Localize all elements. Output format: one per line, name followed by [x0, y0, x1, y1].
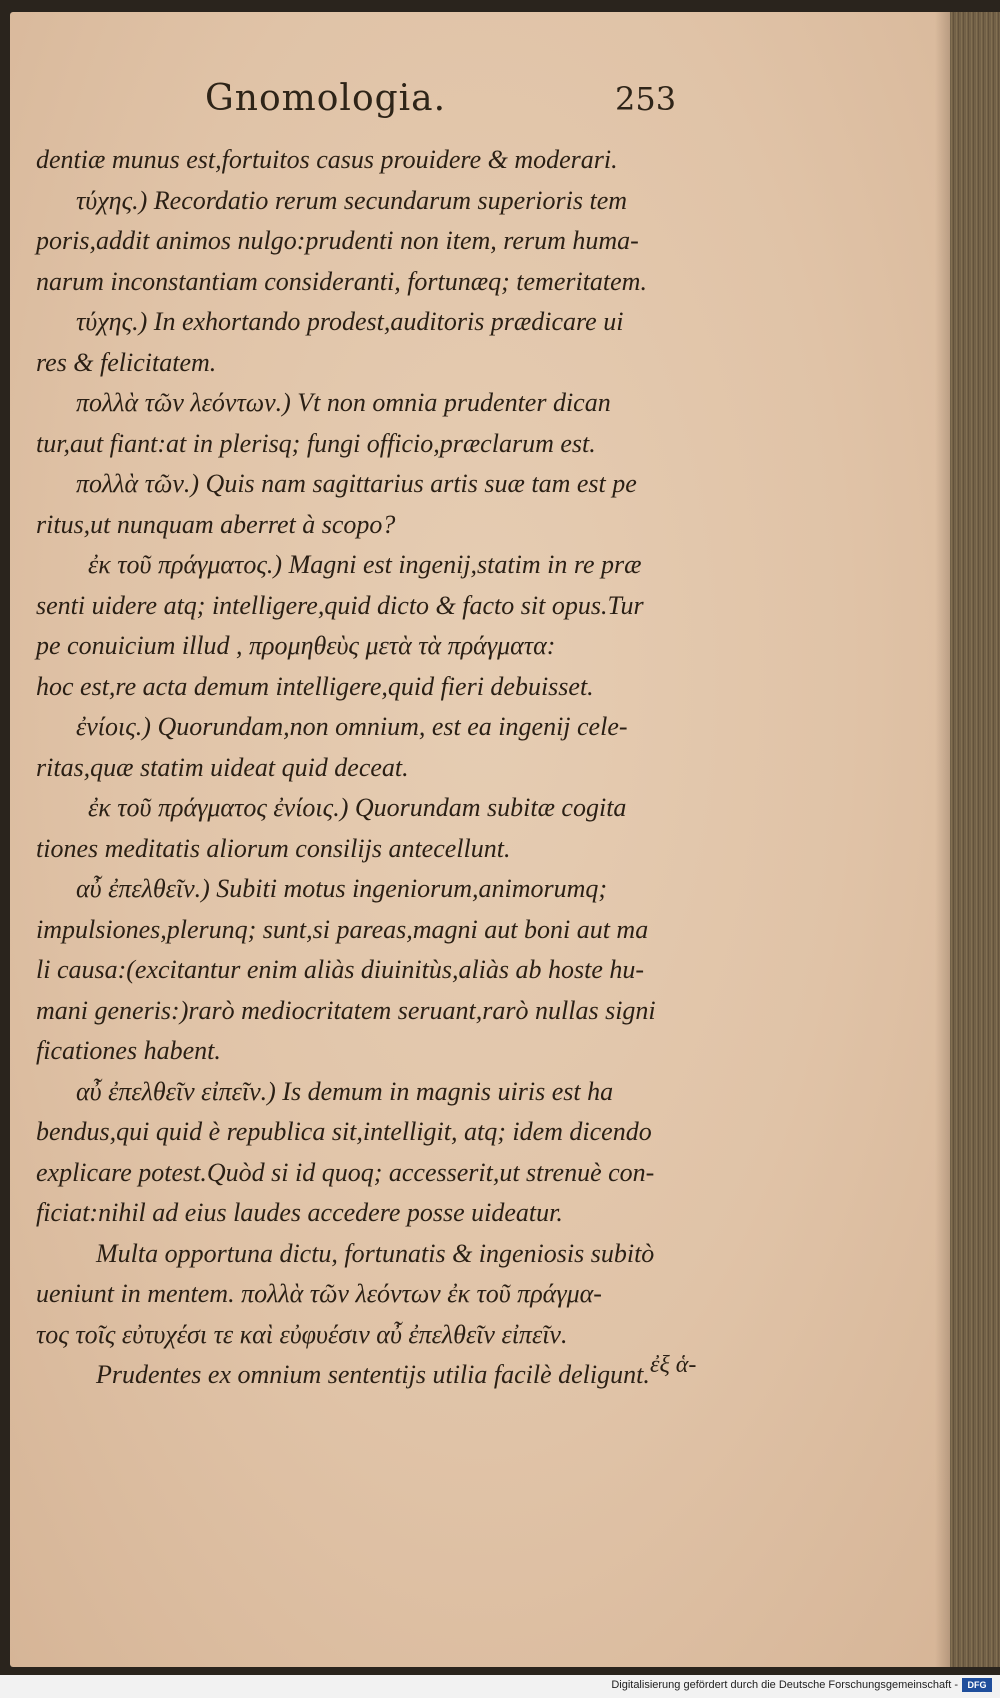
text-line: li causa:(excitantur enim aliàs diuinitùs,aliàs ab hoste hu-	[36, 955, 645, 984]
text-line: dentiæ munus est,fortuitos casus prouidere & moderari.	[36, 145, 618, 174]
text-line: bendus,qui quid è republica sit,intelligit, atq; idem dicendo	[36, 1117, 652, 1146]
dfg-logo[interactable]: DFG	[962, 1678, 992, 1692]
text-line: explicare potest.Quòd si id quoq; accesserit,ut strenuè con-	[36, 1157, 655, 1187]
text-line: ἐκ τοῦ πράγματος ἐνίοις.) Quorundam subitæ cogita	[88, 793, 627, 822]
text-line: res & felicitatem.	[36, 347, 217, 377]
text-line: Multa opportuna dictu, fortunatis & ingeniosis subitò	[96, 1238, 655, 1268]
text-line: ἐκ τοῦ πράγματος.) Magni est ingenij,statim in re præ	[88, 550, 642, 579]
text-line: poris,addit animos nulgo:prudenti non item, rerum huma-	[36, 226, 639, 255]
text-line: Prudentes ex omnium sententijs utilia facilè deligunt.	[96, 1360, 650, 1389]
text-line: narum inconstantiam consideranti, fortunæq; temeritatem.	[36, 266, 647, 296]
text-line: pe conuicium illud , προμηθεὺς μετὰ τὰ πράγματα:	[36, 631, 556, 660]
text-line: hoc est,re acta demum intelligere,quid fieri debuisset.	[36, 671, 594, 701]
text-line: τύχης.) Recordatio rerum secundarum superioris tem	[76, 185, 628, 215]
page-number: 253	[615, 80, 677, 118]
text-line: πολλὰ τῶν.) Quis nam sagittarius artis suæ tam est pe	[76, 469, 637, 498]
text-line: impulsiones,plerunq; sunt,si pareas,magni aut boni aut ma	[36, 914, 649, 944]
text-line: τος τοῖς εὐτυχέσι τε καὶ εὐφυέσιν αὖ ἐπελθεῖν εἰπεῖν.	[36, 1319, 568, 1349]
text-line: mani generis:)rarò mediocritatem seruant,rarò nullas signi	[36, 995, 656, 1025]
text-line: ritus,ut nunquam aberret à scopo?	[36, 509, 396, 539]
text-line: ritas,quæ statim uideat quid deceat.	[36, 752, 409, 782]
text-line: ἐνίοις.) Quorundam,non omnium, est ea ingenij cele-	[76, 712, 628, 741]
catchword: ἐξ ἁ-	[650, 1352, 697, 1378]
body-text	[36, 140, 736, 1396]
text-line: αὖ ἐπελθεῖν.) Subiti motus ingeniorum,animorumq;	[76, 874, 608, 903]
footer-credit: Digitalisierung gefördert durch die Deutsche Forschungsgemeinschaft -	[611, 1679, 958, 1691]
text-line: αὖ ἐπελθεῖν εἰπεῖν.) Is demum in magnis uiris est ha	[76, 1076, 614, 1106]
text-line: ueniunt in mentem. πολλὰ τῶν λεόντων ἐκ τοῦ πράγμα-	[36, 1279, 602, 1308]
text-line: τύχης.) In exhortando prodest,auditoris prædicare ui	[76, 307, 624, 336]
text-line: senti uidere atq; intelligere,quid dicto & facto sit opus.Tur	[36, 590, 644, 620]
text-line: ficationes habent.	[36, 1036, 221, 1065]
text-line: ficiat:nihil ad eius laudes accedere posse uideatur.	[36, 1198, 563, 1227]
text-line: πολλὰ τῶν λεόντων.) Vt non omnia prudenter dican	[76, 388, 611, 417]
text-line: tiones meditatis aliorum consilijs antecellunt.	[36, 833, 511, 863]
page-edges	[950, 12, 1000, 1667]
running-head-title: Gnomologia.	[205, 78, 447, 119]
text-line: tur,aut fiant:at in plerisq; fungi officio,præclarum est.	[36, 428, 596, 458]
